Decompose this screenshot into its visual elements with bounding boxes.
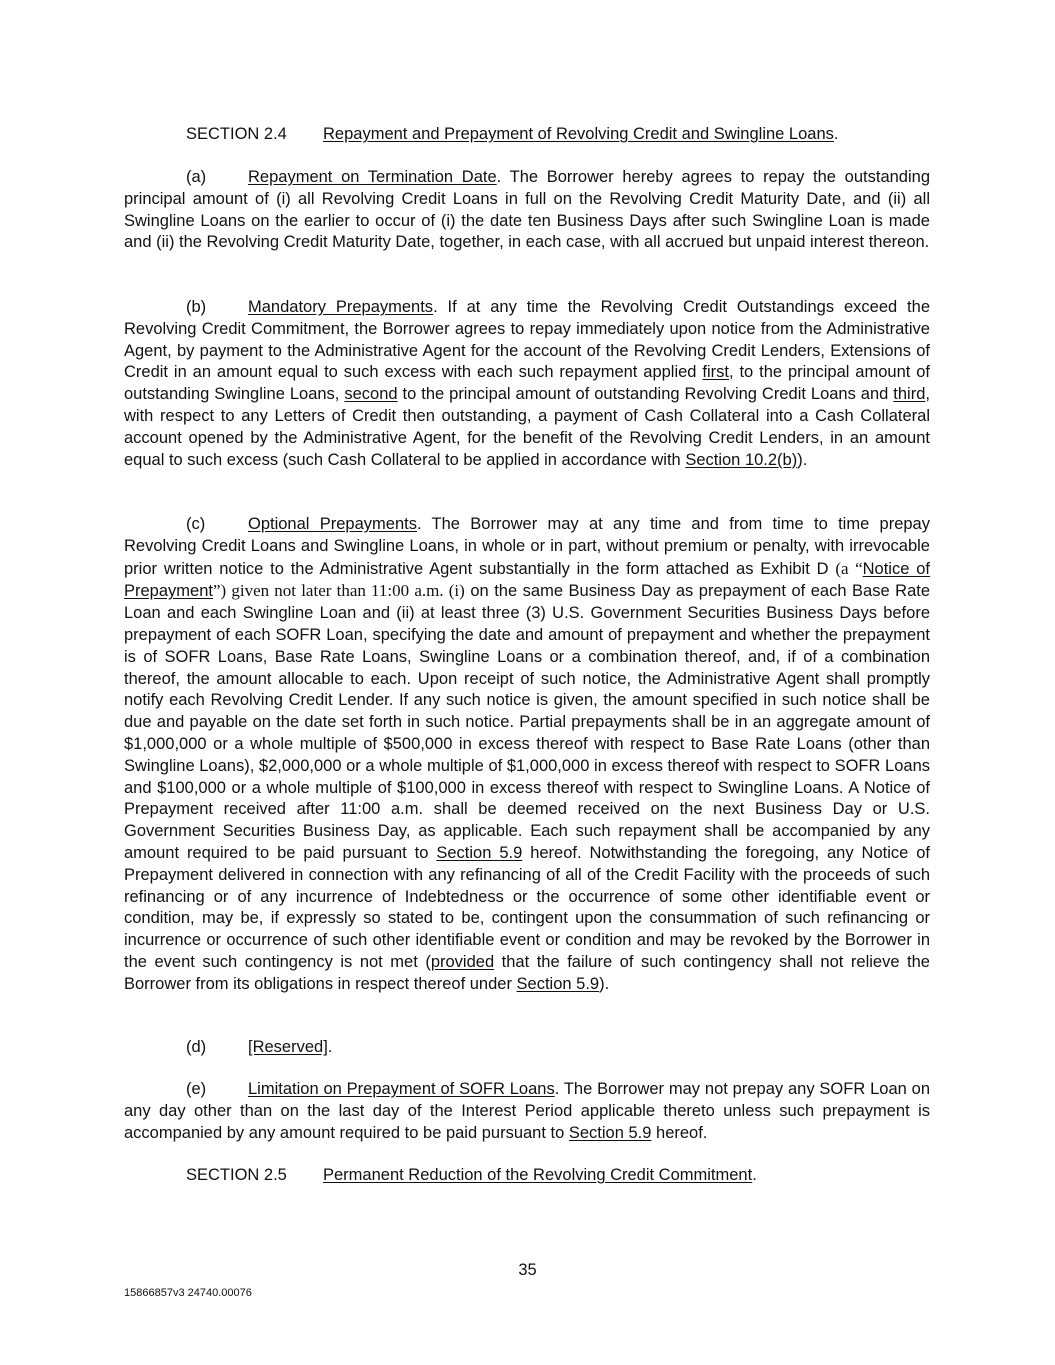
- section-2-5-heading: SECTION 2.5 Permanent Reduction of the Revolving Credit Commitment.: [186, 1165, 757, 1187]
- paragraph-label: (d): [186, 1038, 207, 1056]
- section-title: Permanent Reduction of the Revolving Credit Commitment: [323, 1166, 753, 1184]
- document-id: 15866857v3 24740.00076: [124, 1287, 252, 1299]
- term-first: first: [702, 363, 729, 382]
- paragraph-label: (a): [186, 168, 207, 186]
- term-second: second: [344, 385, 398, 404]
- term-third: third: [893, 385, 926, 404]
- cross-reference: Section 5.9: [436, 843, 523, 862]
- section-title: Repayment and Prepayment of Revolving Credit and Swingline Loans: [323, 125, 834, 143]
- paragraph-label: (b): [186, 298, 207, 316]
- paragraph-d: (d) [Reserved].: [124, 1037, 930, 1059]
- page-number: 35: [518, 1261, 537, 1279]
- paragraph-label: (e): [186, 1080, 207, 1098]
- paragraph-b: (b) Mandatory Prepayments. If at any time the Revolving Credit Outstandings exceed the Revolving Credit Commitment, the Borrower agrees to repay immediately upon notice from the Administrative Agent, by payment to the Administrative Agent for the account of the Revolving Credit Lenders, Extensions of Credit in an amount equal to such excess with each such repayment applied first, to the principal amount of outstanding Swingline Loans, second to the principal amount of outstanding Revolving Credit Loans and third, with respect to any Letters of Credit then outstanding, a payment of Cash Collateral into a Cash Collateral account opened by the Administrative Agent, for the benefit of the Revolving Credit Lenders, in an amount equal to such excess (such Cash Collateral to be applied in accordance with Section 10.2(b)).: [124, 298, 930, 469]
- cross-reference: Section 10.2(b): [685, 450, 798, 469]
- paragraph-heading: Optional Prepayments: [248, 515, 417, 533]
- defined-term-notice-of-prepayment: Notice of Prepayment: [124, 559, 930, 601]
- paragraph-text: . The Borrower hereby agrees to repay the outstanding principal amount of (i) all Revolving Credit Loans in full on the Revolving Credit Maturity Date, and (ii) all Swingline Loans on the earlier to occur of (i) the date ten Business Days after such Swingline Loan is made and (ii) the Revolving Credit Maturity Date, together, in each case, with all accrued but unpaid interest thereon.: [124, 168, 930, 252]
- paragraph-label: (c): [186, 515, 206, 533]
- paragraph-heading: Repayment on Termination Date: [248, 168, 497, 186]
- paragraph-heading: [Reserved]: [248, 1038, 328, 1056]
- paragraph-heading: Limitation on Prepayment of SOFR Loans: [248, 1080, 555, 1098]
- paragraph-e: (e) Limitation on Prepayment of SOFR Loans. The Borrower may not prepay any SOFR Loan on any day other than on the last day of the Interest Period applicable thereto unless such prepayment is accompanied by any amount required to be paid pursuant to Section 5.9 hereof.: [124, 1080, 930, 1142]
- cross-reference: Section 5.9: [568, 1123, 652, 1142]
- paragraph-heading: Mandatory Prepayments: [248, 298, 434, 316]
- cross-reference: Section 5.9: [516, 974, 600, 993]
- section-number: SECTION 2.5: [186, 1166, 287, 1184]
- term-provided: provided: [430, 952, 495, 971]
- paragraph-a: [124, 167, 930, 254]
- section-2-4-heading: SECTION 2.4 Repayment and Prepayment of Revolving Credit and Swingline Loans.: [186, 124, 838, 146]
- section-number: SECTION 2.4: [186, 125, 287, 143]
- paragraph-c: (c) Optional Prepayments. The Borrower may at any time and from time to time prepay Revolving Credit Loans and Swingline Loans, in whole or in part, without premium or penalty, with irrevocable prior written notice to the Administrative Agent substantially in the form attached as Exhibit D (a “Notice of Prepayment”) given not later than 11:00 a.m. (i) on the same Business Day as prepayment of each Base Rate Loan and each Swingline Loan and (ii) at least three (3) U.S. Government Securities Business Days before prepayment of each SOFR Loan, specifying the date and amount of prepayment and whether the prepayment is of SOFR Loans, Base Rate Loans, Swingline Loans or a combination thereof, and, if of a combination thereof, the amount allocable to each. Upon receipt of such notice, the Administrative Agent shall promptly notify each Revolving Credit Lender. If any such notice is given, the amount specified in such notice shall be due and payable on the date set forth in such notice. Partial prepayments shall be in an aggregate amount of $1,000,000 or a whole multiple of $500,000 in excess thereof with respect to Base Rate Loans (other than Swingline Loans), $2,000,000 or a whole multiple of $1,000,000 in excess thereof with respect to SOFR Loans and $100,000 or a whole multiple of $100,000 in excess thereof with respect to Swingline Loans. A Notice of Prepayment received after 11:00 a.m. shall be deemed received on the next Business Day or U.S. Government Securities Business Day, as applicable. Each such repayment shall be accompanied by any amount required to be paid pursuant to Section 5.9 hereof. Notwithstanding the foregoing, any Notice of Prepayment delivered in connection with any refinancing of all of the Credit Facility with the proceeds of such refinancing or of any incurrence of Indebtedness or the occurrence of some other identifiable event or condition, may be, if expressly so stated to be, contingent upon the consummation of such refinancing or incurrence or occurrence of such other identifiable event or condition and may be revoked by the Borrower in the event such contingency is not met (provided that the failure of such contingency shall not relieve the Borrower from its obligations in respect thereof under Section 5.9).: [124, 515, 931, 993]
